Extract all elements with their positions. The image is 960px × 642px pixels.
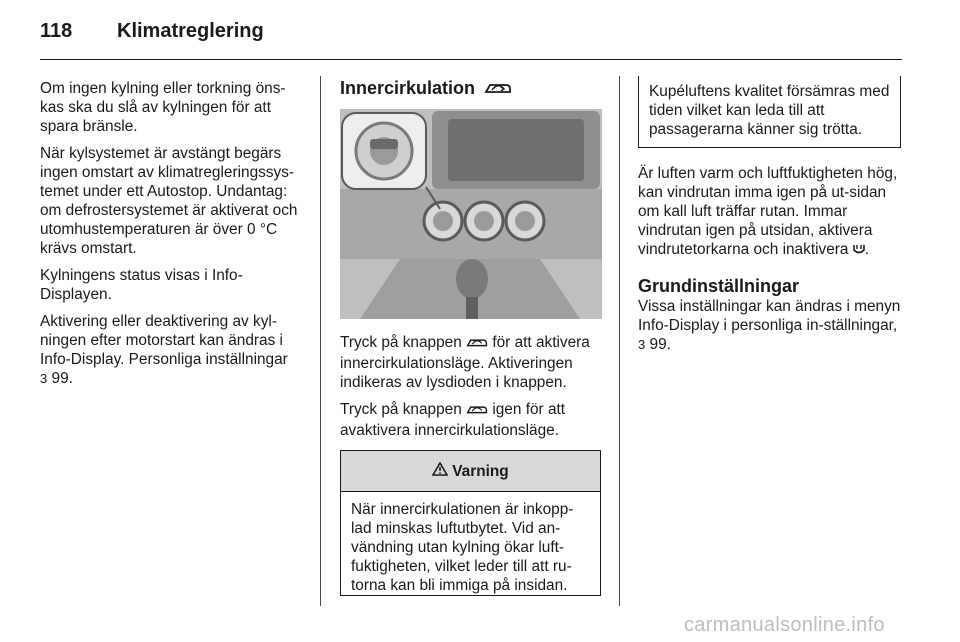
paragraph-autostop: När kylsystemet är avstängt begärs ingen omstart av klimatregleringssys-temet under ett Autostop. Undantag: om defrostersystemet är aktiverat och utomhustemperaturen är över 0 °C krävs omstart.: [40, 145, 298, 257]
warning-triangle-icon: [432, 462, 448, 481]
section-heading-recirculation: [340, 77, 602, 101]
paragraph-default-settings: [638, 297, 902, 354]
paragraph-text: Tryck på knappen: [340, 401, 462, 418]
paragraph-fuel-saving: Om ingen kylning eller torkning öns-kas ska du slå av kylningen för att spara bränsle.: [40, 80, 286, 135]
page-ref-link[interactable]: 99.: [51, 370, 73, 387]
left-column: [40, 79, 306, 396]
paragraph-activate: [340, 333, 602, 392]
paragraph-personal-settings: [40, 312, 306, 388]
middle-column: [340, 77, 602, 596]
right-column: [638, 77, 902, 362]
paragraph-text: igen för att avaktivera innercirkulationsläge.: [340, 401, 566, 439]
paragraph-text: för att aktivera innercirkulationsläge. Aktiveringen indikeras av lysdioden i knappen.: [340, 334, 590, 391]
climate-control-photo: [340, 109, 602, 319]
page-title: Klimatreglering: [117, 20, 264, 42]
section-heading-default-settings: Grundinställningar: [638, 276, 800, 296]
warning-title: Varning: [452, 462, 509, 480]
paragraph-text: Tryck på knappen: [340, 334, 462, 351]
warning-header: [341, 451, 600, 492]
header-rule: [40, 59, 902, 60]
paragraph-text: Är luften varm och luftfuktigheten hög, kan vindrutan imma igen på ut-sidan om kall luft träffar rutan. Immar vindrutan igen på utsidan, aktivera vindrutetorkarna och inaktivera: [638, 165, 898, 258]
heading-text: Innercirkulation: [340, 78, 476, 98]
warning-box: [340, 450, 601, 596]
recirculation-icon: [466, 335, 488, 354]
page-header: [0, 0, 960, 60]
paragraph-fogging: [638, 164, 902, 261]
paragraph-cooling-status: Kylningens status visas i Info-Displayen.: [40, 267, 243, 303]
note-box: Kupéluftens kvalitet försämras med tiden vilket kan leda till att passagerarna känner sig trötta.: [638, 76, 901, 148]
recirculation-icon: [466, 402, 488, 421]
warning-body: När innercirkulationen är inkopp-lad minskas luftutbytet. Vid an-vändning utan kylning ökar luft-fuktigheten, vilket leder till att ru-torna kan bli immiga på insidan.: [351, 501, 574, 594]
page-number: 118: [40, 20, 73, 42]
column-divider-right: [619, 76, 620, 606]
watermark: carmanualsonline.info: [684, 614, 885, 636]
windscreen-fan-icon: [853, 242, 865, 261]
page-ref-arrow-icon: 3: [638, 337, 646, 352]
paragraph-text: Aktivering eller deaktivering av kyl-ningen efter motorstart kan ändras i Info-Display. Personliga inställningar: [40, 313, 288, 368]
recirculation-icon: [484, 79, 512, 101]
column-divider-left: [320, 76, 321, 606]
page-ref-link[interactable]: 99.: [649, 336, 671, 353]
paragraph-text: Vissa inställningar kan ändras i menyn Info-Display i personliga in-ställningar,: [638, 298, 901, 334]
paragraph-end: .: [864, 241, 870, 258]
page-ref-arrow-icon: 3: [40, 371, 48, 386]
paragraph-deactivate: [340, 400, 602, 440]
